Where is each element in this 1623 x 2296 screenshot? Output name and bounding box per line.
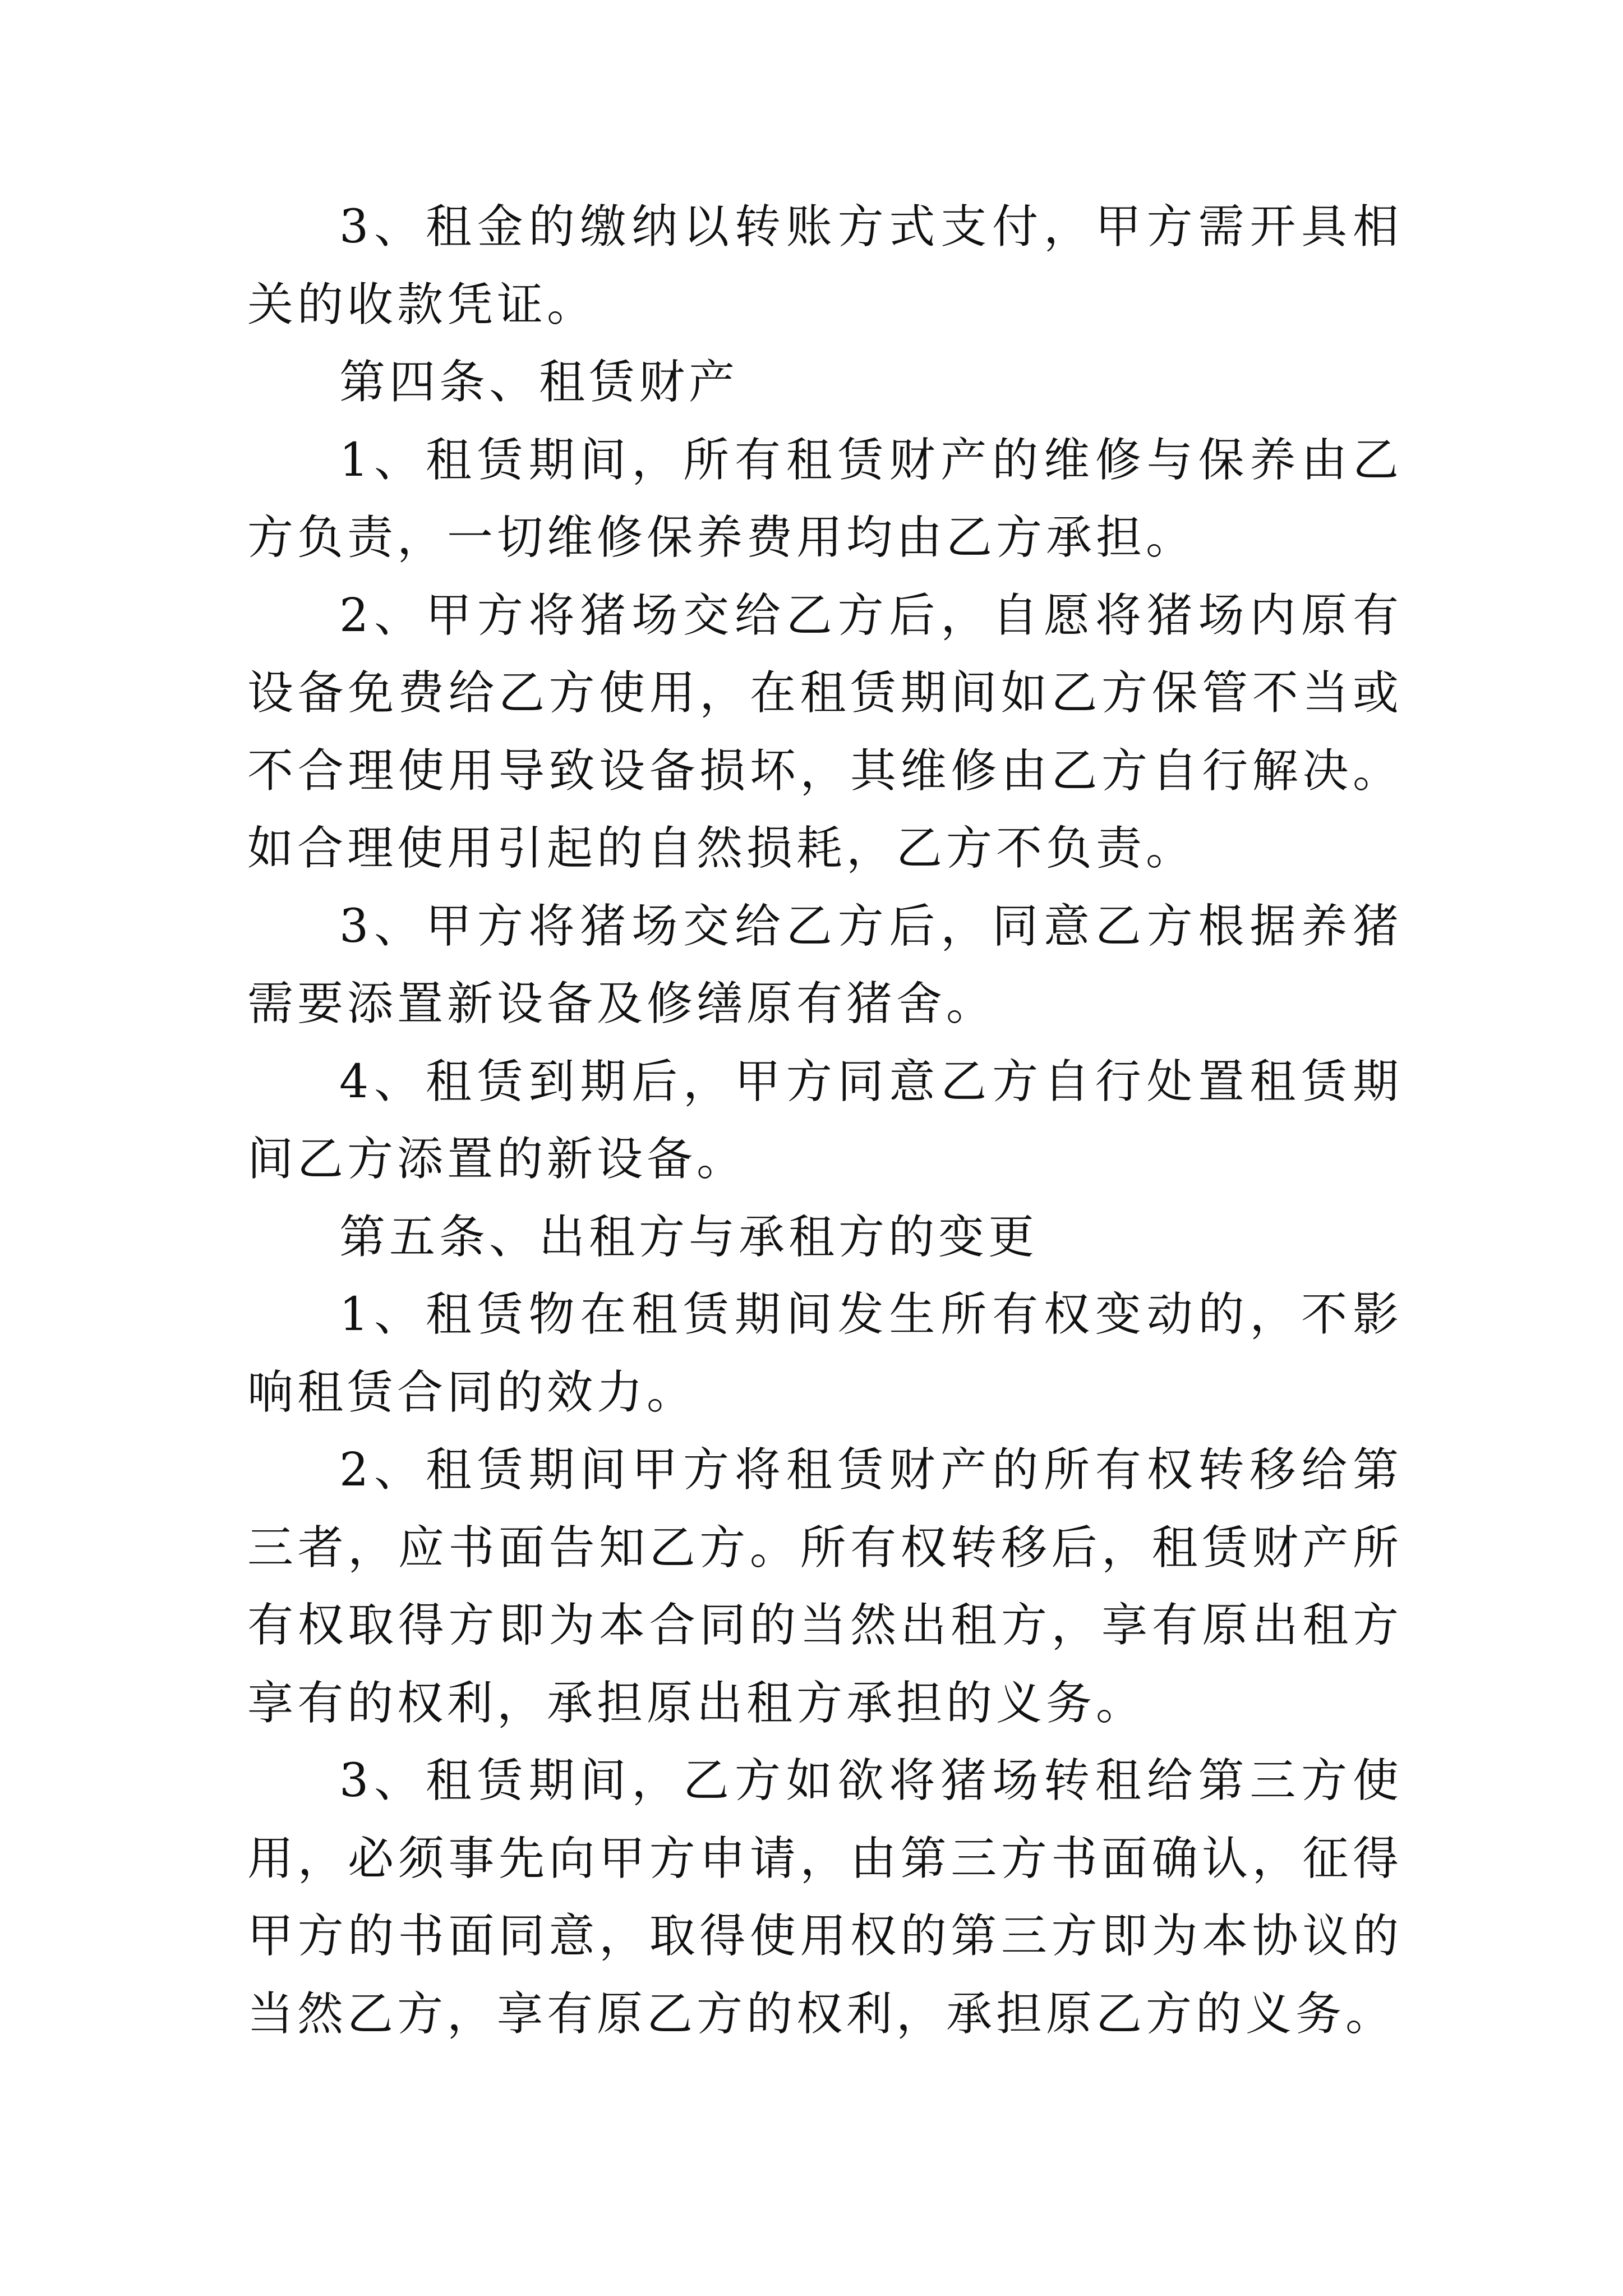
paragraph-rent-payment: 3、租金的缴纳以转账方式支付，甲方需开具相关的收款凭证。 [247, 200, 1403, 332]
paragraph-maintenance: 1、租赁期间，所有租赁财产的维修与保养由乙方负责，一切维修保养费用均由乙方承担。 [247, 433, 1403, 564]
paragraph-equipment-use: 2、甲方将猪场交给乙方后，自愿将猪场内原有设备免费给乙方使用，在租赁期间如乙方保管不当或不合理使用导致设备损坏，其维修由乙方自行解决。如合理使用引起的自然损耗，乙方不负责。 [247, 588, 1403, 875]
article-five-heading: 第五条、出租方与承租方的变更 [339, 1210, 1039, 1264]
article-four-heading: 第四条、租赁财产 [339, 356, 739, 409]
paragraph-ownership-change: 1、租赁物在租赁期间发生所有权变动的，不影响租赁合同的效力。 [247, 1288, 1403, 1419]
paragraph-new-equipment: 3、甲方将猪场交给乙方后，同意乙方根据养猪需要添置新设备及修缮原有猪舍。 [247, 899, 1403, 1030]
paragraph-ownership-transfer: 2、租赁期间甲方将租赁财产的所有权转移给第三者，应书面告知乙方。所有权转移后，租赁财产所有权取得方即为本合同的当然出租方，享有原出租方享有的权利，承担原出租方承担的义务。 [247, 1443, 1403, 1730]
paragraph-sublease: 3、租赁期间，乙方如欲将猪场转租给第三方使用，必须事先向甲方申请，由第三方书面确认，征得甲方的书面同意，取得使用权的第三方即为本协议的当然乙方，享有原乙方的权利，承担原乙方的义务。 [247, 1754, 1403, 2041]
paragraph-lease-expiry: 4、租赁到期后，甲方同意乙方自行处置租赁期间乙方添置的新设备。 [247, 1055, 1403, 1186]
document-body [247, 188, 1403, 2053]
